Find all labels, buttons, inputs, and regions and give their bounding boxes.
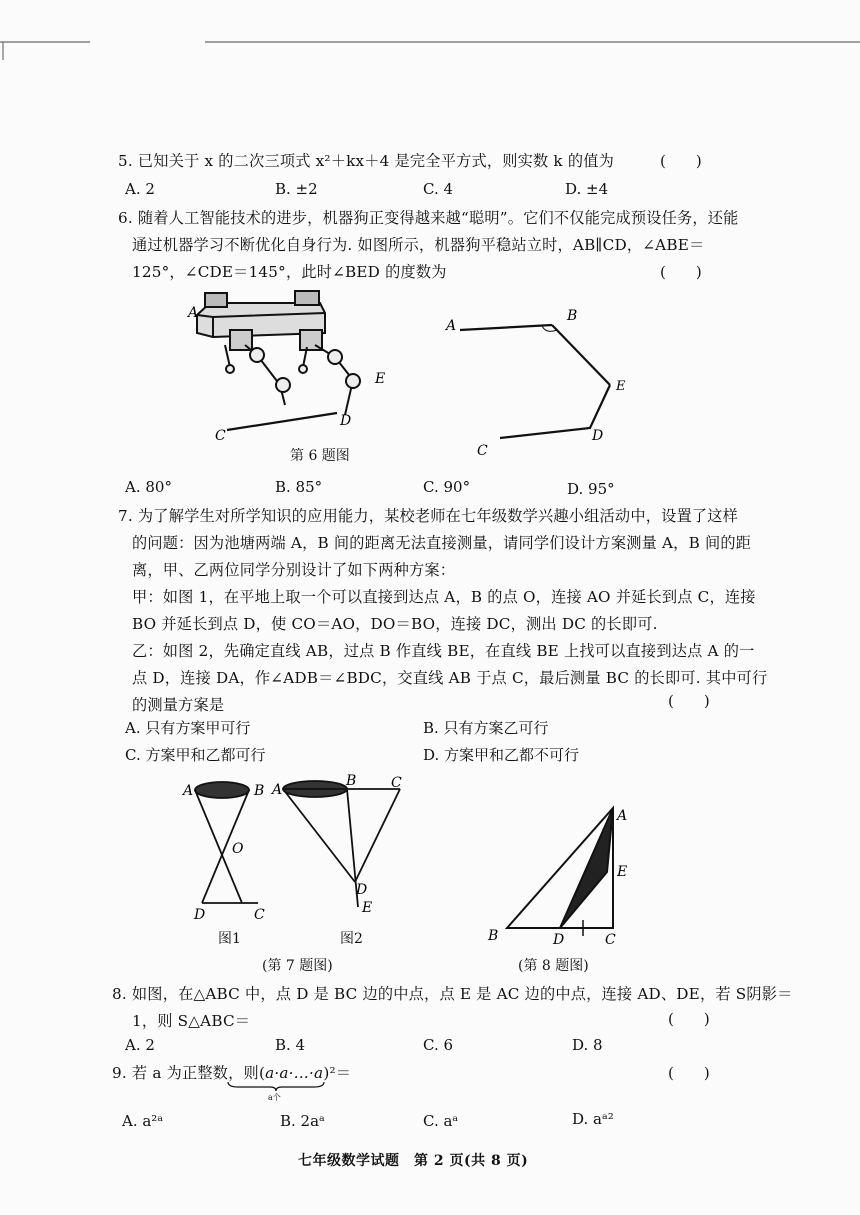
q7-fig1-label-d: D (194, 907, 206, 923)
q7-fig1-label-c: C (254, 907, 265, 923)
q7-line-8: 的测量方案是 (132, 696, 225, 714)
q7-option-c: C. 方案甲和乙都可行 (125, 746, 266, 764)
q8-label-b: B (488, 928, 499, 944)
q6-robot-dog-figure (185, 285, 400, 445)
q6-geo-label-d: D (592, 428, 604, 444)
q6-option-a: A. 80° (125, 478, 172, 496)
q7-line-2: 的问题：因为池塘两端 A，B 间的距离无法直接测量，请同学们设计方案测量 A，B 间的距 (132, 534, 752, 552)
q9-option-d: D. aᵃ² (572, 1110, 614, 1128)
q6-line-2: 通过机器学习不断优化自身行为. 如图所示，机器狗平稳站立时，AB∥CD，∠ABE＝ (132, 236, 705, 254)
q6-robot-label-a: A (188, 305, 199, 321)
q7-fig2-label-d: D (356, 882, 368, 898)
q8-line-1: 8. 如图，在△ABC 中，点 D 是 BC 边的中点，点 E 是 AC 边的中点，连接 AD、DE，若 S阴影＝ (112, 985, 793, 1003)
q7-fig1-label-a: A (183, 783, 194, 799)
q7-option-a: A. 只有方案甲可行 (125, 719, 251, 737)
q7-option-b: B. 只有方案乙可行 (423, 719, 549, 737)
q5-option-c: C. 4 (423, 180, 454, 198)
q7-answer-paren: ( ) (668, 692, 710, 710)
q6-line-3: 125°，∠CDE＝145°，此时∠BED 的度数为 (132, 263, 447, 281)
q7-figure-1 (180, 775, 275, 925)
q5-option-d: D. ±4 (565, 180, 609, 198)
q7-line-5: BO 并延长到点 D，使 CO＝AO，DO＝BO，连接 DC，测出 DC 的长即可. (132, 615, 658, 633)
q5-option-a: A. 2 (125, 180, 155, 198)
q8-option-d: D. 8 (572, 1036, 603, 1054)
q6-figure-caption: 第 6 题图 (290, 448, 350, 464)
q9-answer-paren: ( ) (668, 1064, 710, 1082)
q7-fig1-label-o: O (232, 841, 244, 857)
q5-option-b: B. ±2 (275, 180, 318, 198)
q9-option-c: C. aᵃ (423, 1112, 459, 1130)
q9-stem-prefix: 9. 若 a 为正整数，则( (112, 1064, 266, 1082)
q8-label-e: E (617, 864, 628, 880)
q8-option-b: B. 4 (275, 1036, 306, 1054)
q7-line-3: 离，甲、乙两位同学分别设计了如下两种方案： (132, 561, 456, 579)
q7-line-4: 甲：如图 1，在平地上取一个可以直接到达点 A，B 的点 O，连接 AO 并延长到点 C，连接 (132, 588, 756, 606)
q6-robot-label-c: C (215, 428, 226, 444)
q6-geometry-figure (440, 300, 626, 465)
q7-fig2-label-b: B (346, 773, 357, 789)
q7-line-7: 点 D，连接 DA，作∠ADB＝∠BDC，交直线 AB 于点 C，最后测量 BC 的长即可. 其中可行 (132, 669, 768, 687)
q9-option-b: B. 2aᵃ (280, 1112, 325, 1130)
q8-option-a: A. 2 (125, 1036, 155, 1054)
q9-option-a: A. a²ᵃ (122, 1112, 164, 1130)
q6-geo-label-a: A (446, 318, 457, 334)
q8-label-c: C (605, 932, 616, 948)
q8-option-c: C. 6 (423, 1036, 454, 1054)
q5-answer-paren: ( ) (660, 152, 702, 170)
q8-line-2: 1，则 S△ABC＝ (132, 1012, 251, 1030)
q6-line-1: 6. 随着人工智能技术的进步，机器狗正变得越来越“聪明”。它们不仅能完成预设任务，还能 (118, 209, 739, 227)
q7-fig2-label-a: A (272, 782, 283, 798)
q6-answer-paren: ( ) (660, 263, 702, 281)
q6-option-d: D. 95° (567, 480, 615, 498)
q7-fig1-caption: 图1 (218, 931, 241, 947)
q6-geo-label-b: B (567, 308, 578, 324)
q7-fig2-caption: 图2 (340, 931, 363, 947)
q9-underbrace (226, 1080, 326, 1092)
q8-figure (485, 800, 635, 950)
page-edge-lines (0, 0, 860, 60)
q6-robot-label-e: E (375, 371, 386, 387)
q8-label-d: D (553, 932, 565, 948)
q9-brace-content: a·a·…·a (265, 1064, 324, 1082)
q6-geo-label-e: E (616, 379, 626, 394)
page-footer: 七年级数学试题 第 2 页(共 8 页) (298, 1153, 529, 1169)
q7-fig2-label-e: E (362, 900, 373, 916)
q8-label-a: A (617, 808, 628, 824)
q5-stem: 5. 已知关于 x 的二次三项式 x²＋kx＋4 是完全平方式，则实数 k 的值为 (118, 152, 615, 170)
q7-fig2-label-c: C (391, 775, 402, 791)
q7-option-d: D. 方案甲和乙都不可行 (423, 746, 580, 764)
q7-fig1-label-b: B (254, 783, 265, 799)
q8-figure-caption: (第 8 题图) (518, 958, 589, 974)
q7-line-6: 乙：如图 2，先确定直线 AB，过点 B 作直线 BE，在直线 BE 上找可以直接到达点 A 的一 (132, 642, 755, 660)
q7-line-1: 7. 为了解学生对所学知识的应用能力，某校老师在七年级数学兴趣小组活动中，设置了这样 (118, 507, 739, 525)
q6-option-b: B. 85° (275, 478, 323, 496)
q6-geo-label-c: C (477, 443, 488, 459)
q7-figure-caption: (第 7 题图) (262, 958, 333, 974)
q9-stem-suffix: )²＝ (323, 1064, 352, 1082)
q6-option-c: C. 90° (423, 478, 471, 496)
q7-figure-2 (270, 772, 410, 920)
q9-brace-label: a个 (268, 1093, 281, 1102)
q8-answer-paren: ( ) (668, 1010, 710, 1028)
q6-robot-label-d: D (340, 413, 352, 429)
